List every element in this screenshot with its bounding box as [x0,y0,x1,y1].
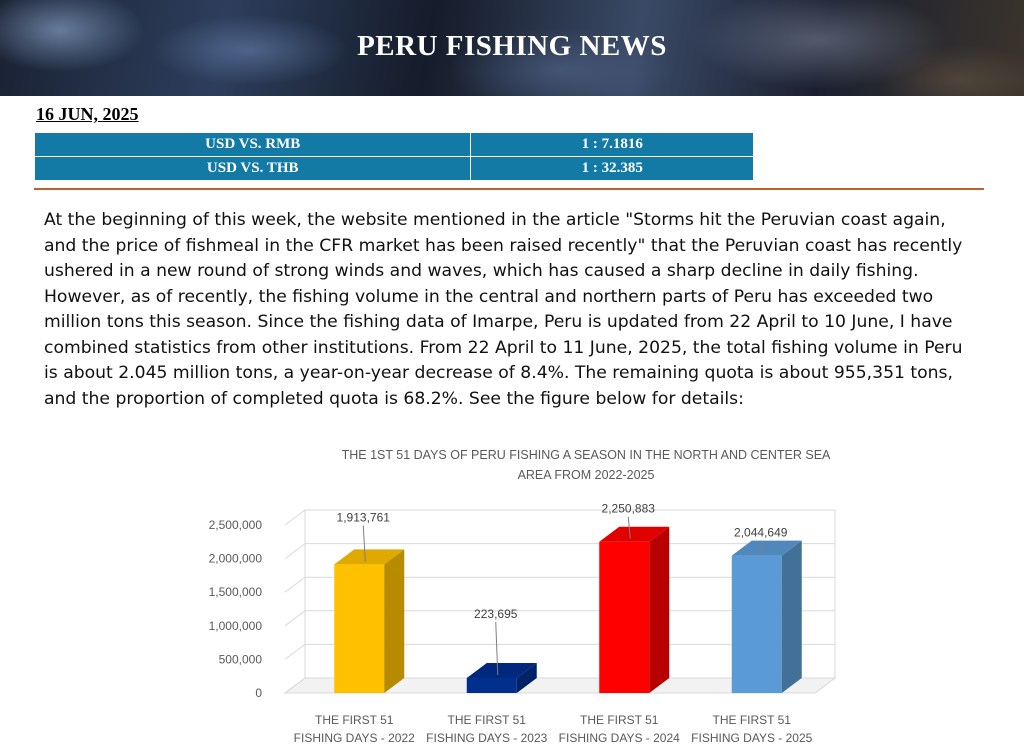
bar-side [649,527,669,693]
exchange-rate-table [34,132,754,181]
y-tick-label: 0 [255,686,262,700]
x-tick-label: FISHING DAYS - 2023 [426,731,548,745]
chart-title-line: AREA FROM 2022-2025 [517,468,655,482]
y-tick-label: 500,000 [218,652,262,667]
page-title: PERU FISHING NEWS [357,30,667,62]
x-tick-label: THE FIRST 51 [712,713,791,727]
bar-side [384,549,404,693]
x-tick-label: FISHING DAYS - 2025 [691,731,813,745]
chart-title-line: THE 1ST 51 DAYS OF PERU FISHING A SEASON IN THE NORTH AND CENTER SEA [341,448,831,462]
x-tick-label: FISHING DAYS - 2022 [293,731,415,745]
table-row [35,157,754,181]
y-tick-label: 1,500,000 [208,585,262,600]
data-label: 2,044,649 [734,525,788,540]
y-tick-label: 2,500,000 [208,518,262,532]
bar-front [334,564,384,693]
rate-value: 1 : 32.385 [471,157,754,181]
rate-pair: USD VS. THB [35,157,471,181]
data-label: 223,695 [474,606,518,621]
data-label: 2,250,883 [601,501,655,516]
article-body: At the beginning of this week, the website mentioned in the article "Storms hit the Peruvian coast again, and the price of fishmeal in the CFR market has been raised recently" that the Peruvian coast has recently ushered in a new round of strong winds and waves, which has caused a sharp decline in daily fishing. However, as of recently, the fishing volume in the central and northern parts of Peru has exceeded two million tons this season. Since the fishing data of Imarpe, Peru is updated from 22 April to 10 June, I have combined statistics from other institutions. From 22 April to 11 June, 2025, the total fishing volume in Peru is about 2.045 million tons, a year-on-year decrease of 8.4%. The remaining quota is about 955,351 tons, and the proportion of completed quota is 68.2%. See the figure below for details: [44,210,963,409]
y-tick-label: 1,000,000 [208,618,262,633]
data-label: 1,913,761 [336,510,390,525]
header-banner [0,0,1024,96]
rate-value: 1 : 7.1816 [471,133,754,157]
x-tick-label: THE FIRST 51 [447,713,526,727]
table-row [35,133,754,157]
x-tick-label: FISHING DAYS - 2024 [558,731,680,745]
bar-front [732,556,782,693]
fishing-volume-chart [180,440,870,750]
x-tick-label: THE FIRST 51 [580,713,659,727]
y-tick-label: 2,000,000 [208,551,262,566]
bar-side [782,541,802,693]
bar-front [599,542,649,693]
divider [34,188,984,190]
news-date: 16 JUN, 2025 [36,104,139,124]
bar-front [467,678,517,693]
rate-pair: USD VS. RMB [35,133,471,157]
x-tick-label: THE FIRST 51 [315,713,394,727]
